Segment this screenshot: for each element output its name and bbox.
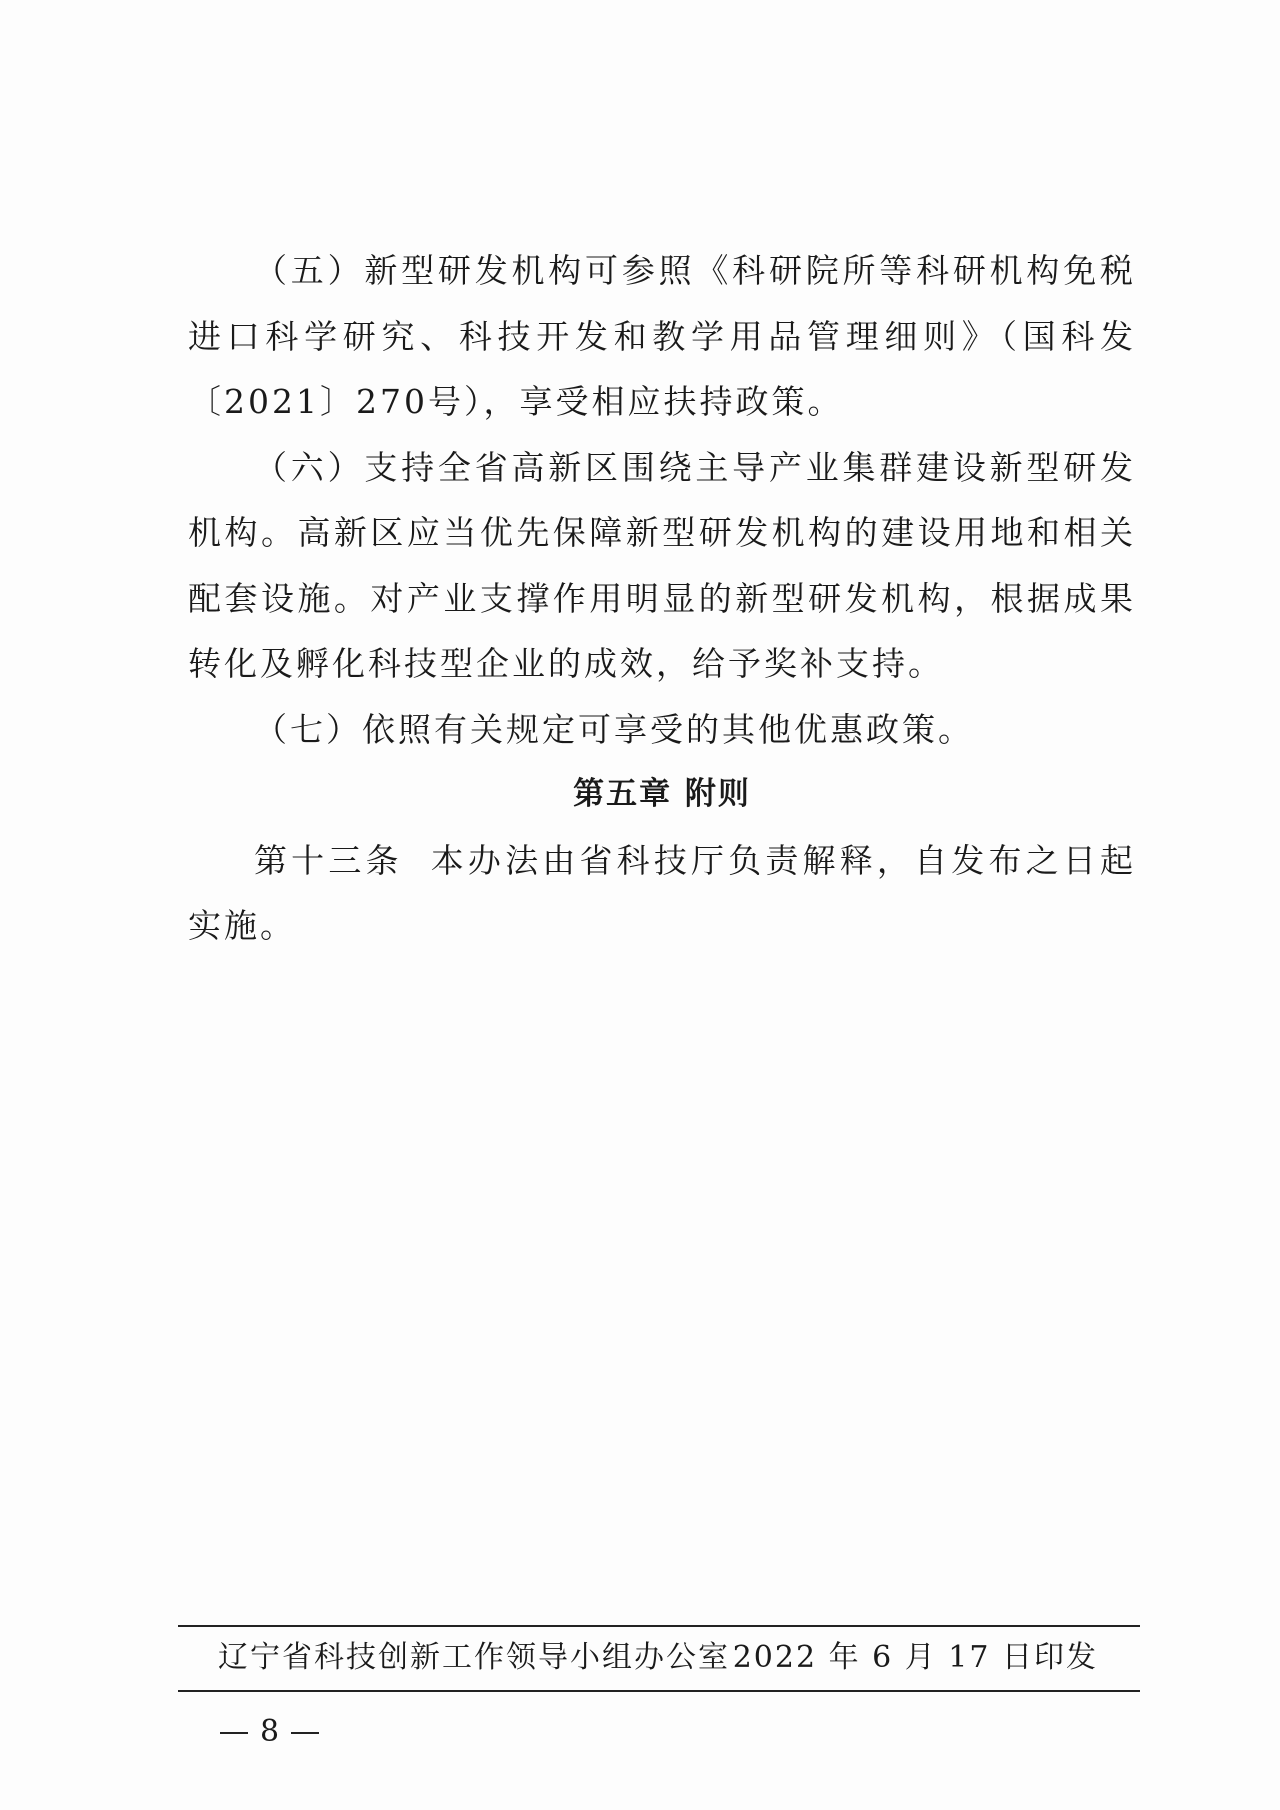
footer: [218, 1634, 1098, 1682]
page-number-dash-right: [291, 1732, 319, 1734]
paragraph-item-5: （五）新型研发机构可参照《科研院所等科研机构免税进口科学研究、科技开发和教学用品管理细则》（国科发〔2021〕270号），享受相应扶持政策。: [188, 251, 1136, 421]
chapter-heading: 第五章 附则: [573, 776, 751, 812]
paragraph-item-7: （七）依照有关规定可享受的其他优惠政策。: [254, 709, 974, 749]
footer-date: 2022 年 6 月 17 日印发: [732, 1640, 1098, 1675]
page-number-dash-left: [220, 1732, 248, 1734]
footer-top-rule: [178, 1625, 1140, 1627]
footer-issuer: 辽宁省科技创新工作领导小组办公室: [218, 1640, 730, 1675]
page-number: [208, 1712, 331, 1752]
body-text: [188, 238, 1136, 959]
article-number: 第十三条: [254, 840, 403, 880]
page-number-value: 8: [260, 1714, 280, 1749]
article-text: 本办法由省科技厅负责解释，自发布之日起实施。: [188, 840, 1137, 945]
footer-bottom-rule: [178, 1690, 1140, 1692]
paragraph-item-6: （六）支持全省高新区围绕主导产业集群建设新型研发机构。高新区应当优先保障新型研发机构的建设用地和相关配套设施。对产业支撑作用明显的新型研发机构，根据成果转化及孵化科技型企业的成效，给予奖补支持。: [188, 447, 1136, 683]
article-13: [188, 828, 1136, 959]
